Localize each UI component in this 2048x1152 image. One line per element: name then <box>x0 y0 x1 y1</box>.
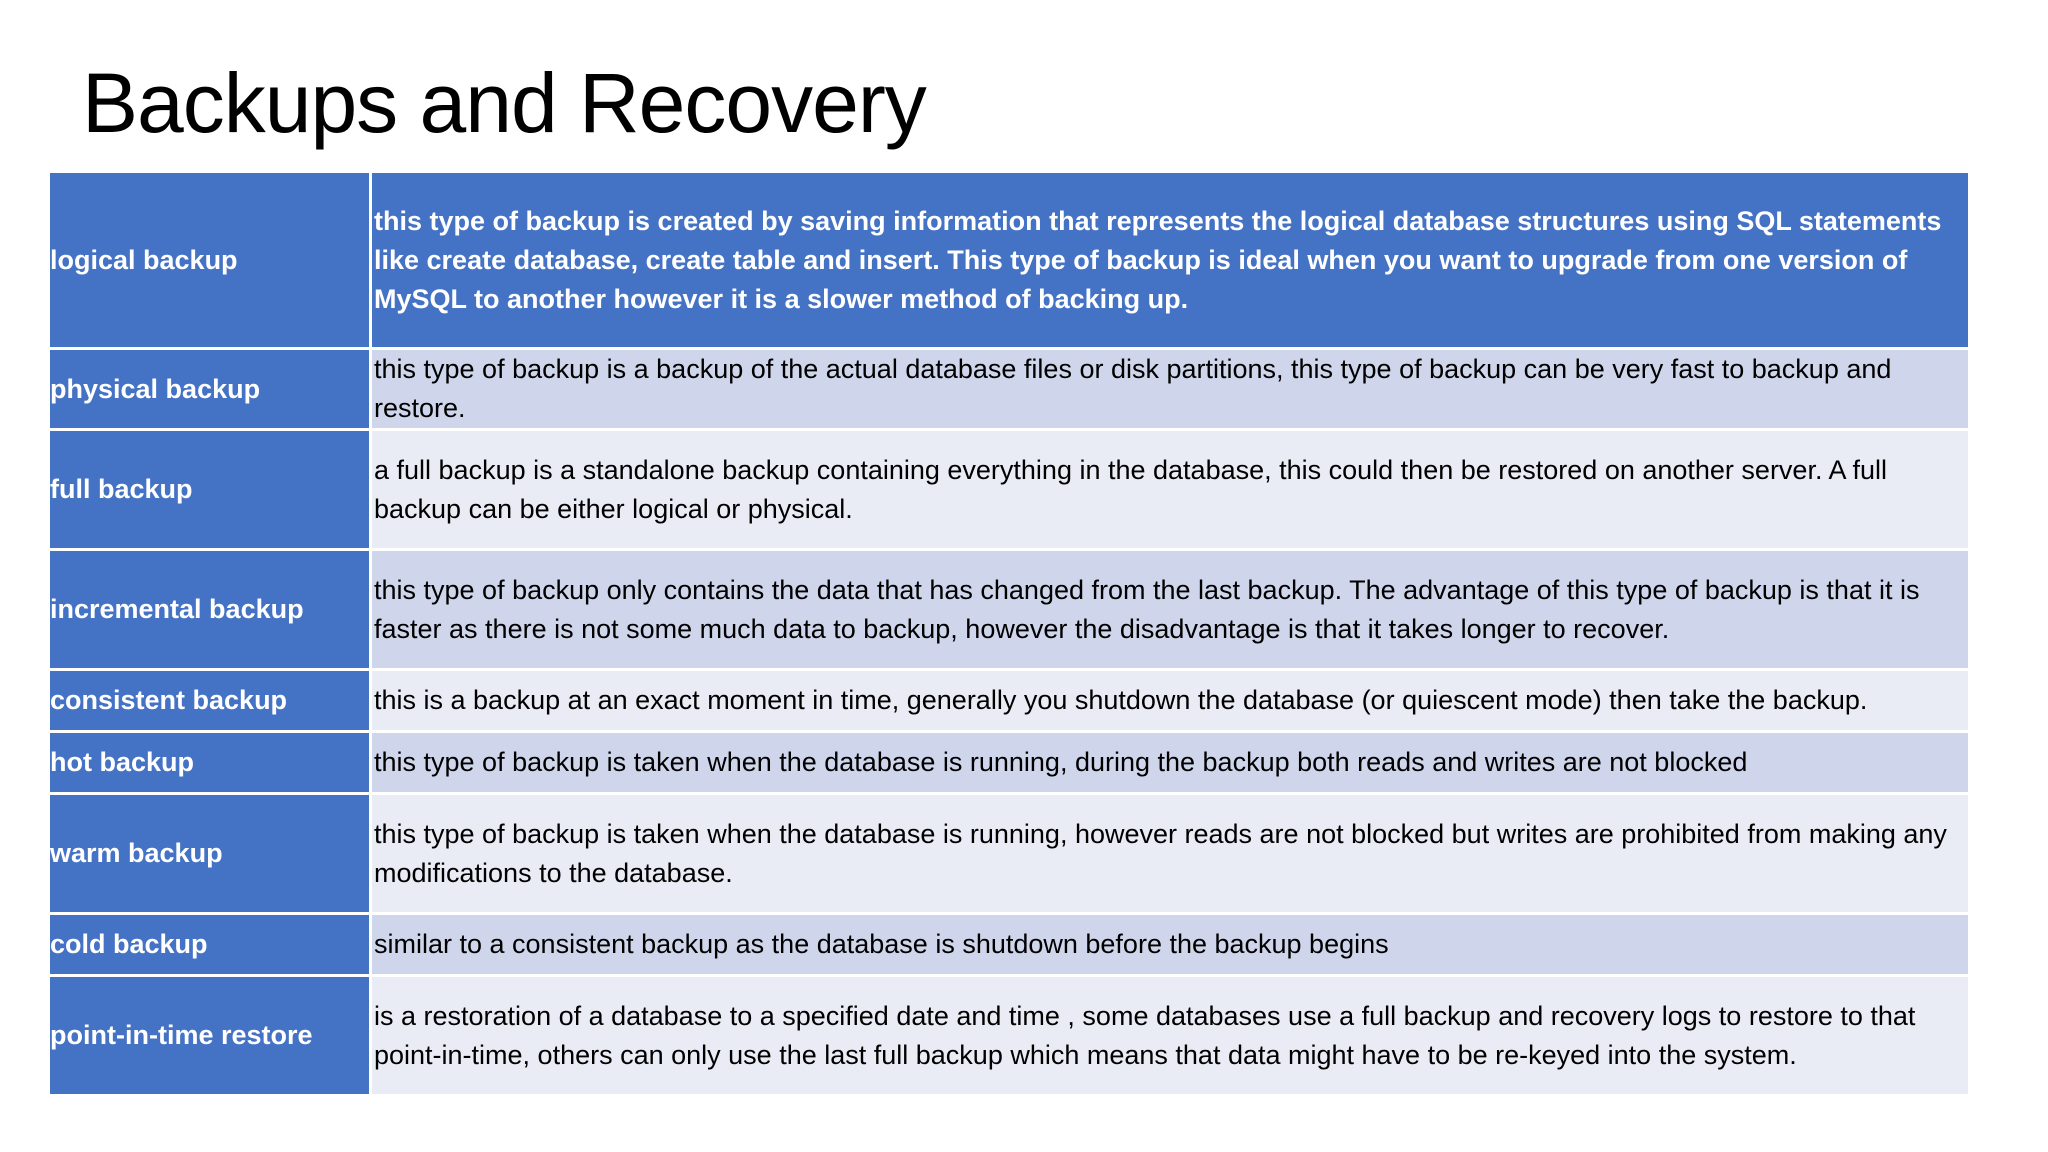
term-cell: cold backup <box>49 914 371 976</box>
table-row-hot-backup <box>49 732 1970 794</box>
table-row-logical-backup <box>49 172 1970 349</box>
description-cell: this type of backup is taken when the database is running, during the backup both reads and writes are not blocked <box>371 732 1970 794</box>
description-cell: this is a backup at an exact moment in time, generally you shutdown the database (or quiescent mode) then take the backup. <box>371 670 1970 732</box>
table-row-cold-backup <box>49 914 1970 976</box>
description-cell: a full backup is a standalone backup containing everything in the database, this could then be restored on another server. A full backup can be either logical or physical. <box>371 430 1970 550</box>
term-cell: hot backup <box>49 732 371 794</box>
description-cell: this type of backup only contains the data that has changed from the last backup. The advantage of this type of backup is that it is faster as there is not some much data to backup, however the disadvantage is that it takes longer to recover. <box>371 550 1970 670</box>
term-cell: consistent backup <box>49 670 371 732</box>
description-cell: this type of backup is taken when the database is running, however reads are not blocked but writes are prohibited from making any modifications to the database. <box>371 794 1970 914</box>
term-cell: point-in-time restore <box>49 976 371 1096</box>
term-cell: warm backup <box>49 794 371 914</box>
description-cell: this type of backup is a backup of the actual database files or disk partitions, this type of backup can be very fast to backup and restore. <box>371 349 1970 430</box>
table-row-full-backup <box>49 430 1970 550</box>
term-cell: logical backup <box>49 172 371 349</box>
backup-types-table <box>47 170 1971 1097</box>
slide-title: Backups and Recovery <box>82 56 926 150</box>
description-cell: is a restoration of a database to a specified date and time , some databases use a full backup and recovery logs to restore to that point-in-time, others can only use the last full backup which means that data might have to be re-keyed into the system. <box>371 976 1970 1096</box>
description-cell: this type of backup is created by saving information that represents the logical database structures using SQL statements like create database, create table and insert. This type of backup is ideal when you want to upgrade from one version of MySQL to another however it is a slower method of backing up. <box>371 172 1970 349</box>
table-row-physical-backup <box>49 349 1970 430</box>
term-cell: physical backup <box>49 349 371 430</box>
table-row-consistent-backup <box>49 670 1970 732</box>
table-row-warm-backup <box>49 794 1970 914</box>
table-row-incremental-backup <box>49 550 1970 670</box>
description-cell: similar to a consistent backup as the database is shutdown before the backup begins <box>371 914 1970 976</box>
table-row-point-in-time-restore <box>49 976 1970 1096</box>
term-cell: incremental backup <box>49 550 371 670</box>
term-cell: full backup <box>49 430 371 550</box>
